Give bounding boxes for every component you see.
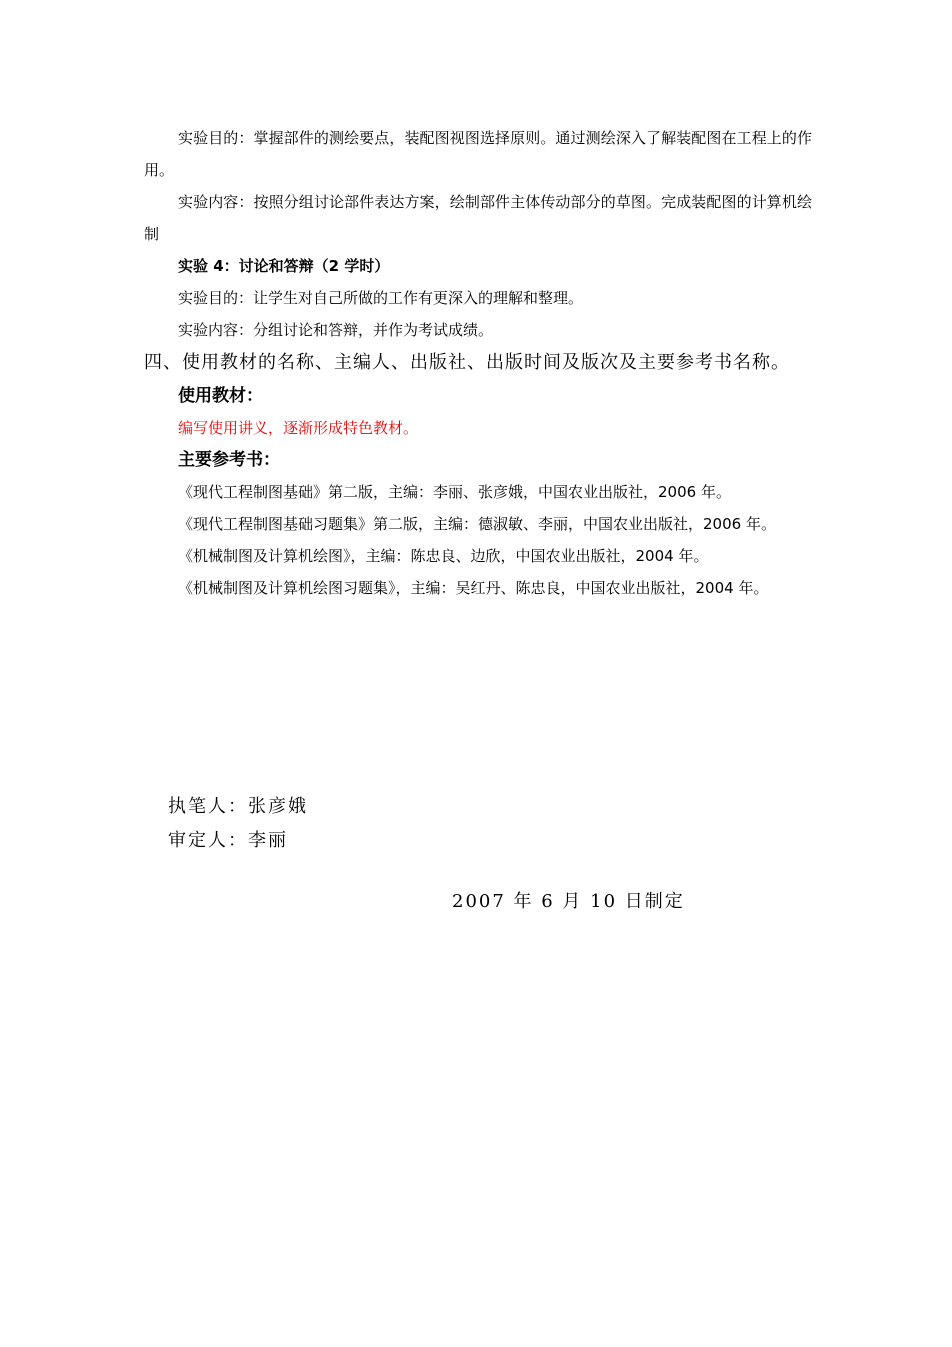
reference-item: 《机械制图及计算机绘图》，主编：陈忠良、边欣，中国农业出版社，2004 年。 [178,547,709,565]
reference-item: 《现代工程制图基础》第二版，主编：李丽、张彦娥，中国农业出版社，2006 年。 [178,483,731,501]
experiment4-title: 实验 4：讨论和答辩（2 学时） [178,257,390,275]
author-line: 执笔人：张彦娥 [168,796,308,817]
date-line: 2007 年 6 月 10 日制定 [452,891,685,912]
experiment4-content: 实验内容：分组讨论和答辩，并作为考试成绩。 [178,321,494,339]
textbook-label: 使用教材： [178,386,263,406]
experiment3-content: 实验内容：按照分组讨论部件表达方案，绘制部件主体传动部分的草图。完成装配图的计算机绘制 [144,193,812,243]
textbook-note: 编写使用讲义，逐渐形成特色教材。 [178,419,419,437]
experiment4-purpose: 实验目的：让学生对自己所做的工作有更深入的理解和整理。 [178,289,584,307]
reference-item: 《机械制图及计算机绘图习题集》，主编：吴红丹、陈忠良，中国农业出版社，2004 年。 [178,579,769,597]
experiment3-purpose: 实验目的：掌握部件的测绘要点，装配图视图选择原则。通过测绘深入了解装配图在工程上的作用。 [144,129,812,179]
references-label: 主要参考书： [178,450,280,470]
reviewer-line: 审定人：李丽 [168,830,288,851]
signature-block [168,790,308,858]
reference-item: 《现代工程制图基础习题集》第二版，主编：德淑敏、李丽，中国农业出版社，2006 年。 [178,515,776,533]
document-body [144,122,812,604]
section4-heading: 四、使用教材的名称、主编人、出版社、出版时间及版次及主要参考书名称。 [144,352,790,373]
